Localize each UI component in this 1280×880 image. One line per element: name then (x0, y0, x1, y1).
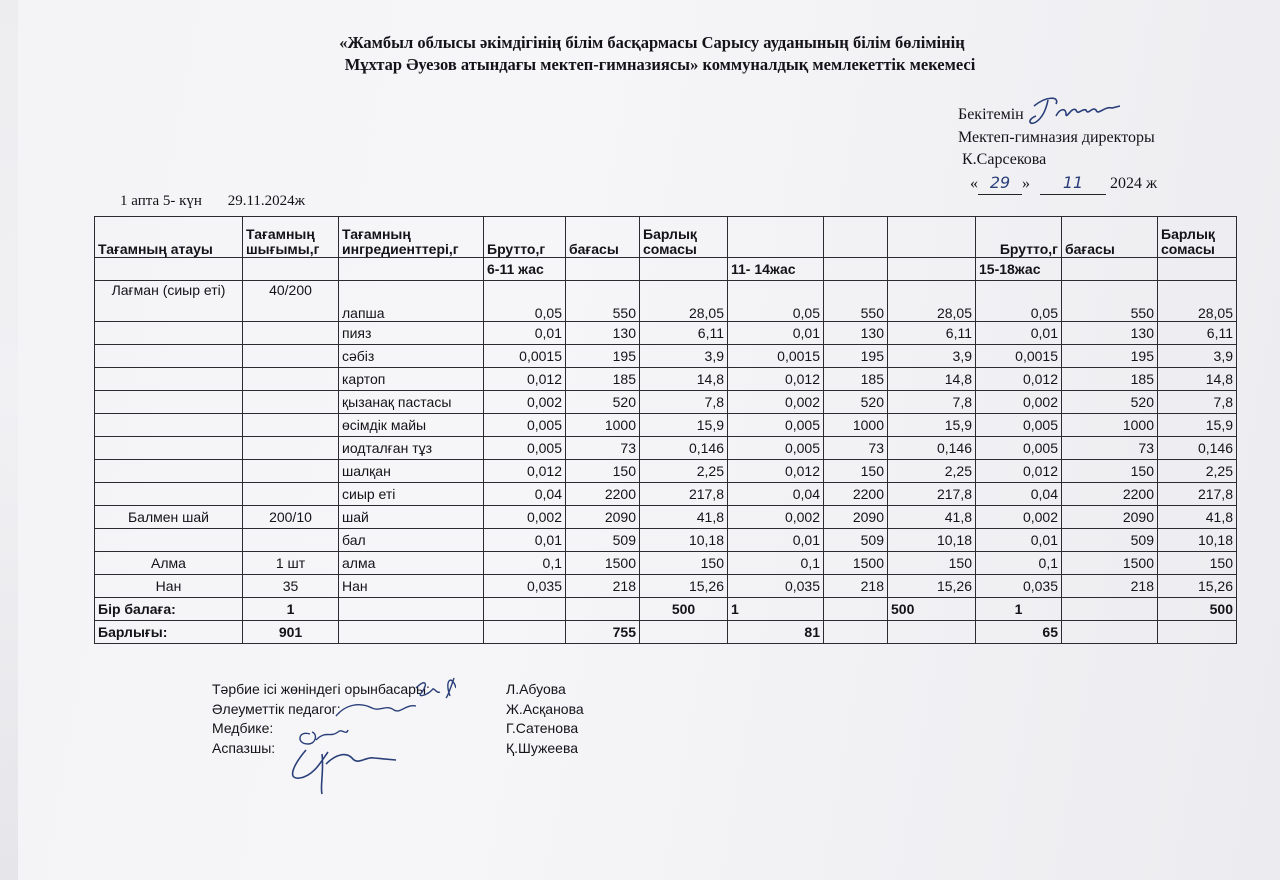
cell-ing: алма (339, 552, 484, 575)
cell-p3: 150 (1062, 460, 1158, 483)
cell-dish (95, 437, 243, 460)
cell-p1: 218 (566, 575, 640, 598)
cell-b3: 0,05 (976, 281, 1062, 322)
cell-s1: 15,26 (640, 575, 728, 598)
cell-p3: 185 (1062, 368, 1158, 391)
cell-p3: 1000 (1062, 414, 1158, 437)
table-row (95, 506, 1237, 529)
cell-b3: 0,005 (976, 414, 1062, 437)
approval-date: « 29 » 11 2024 ж (958, 172, 1157, 196)
cell-b2: 0,002 (728, 506, 824, 529)
cell-dish: Нан (95, 575, 243, 598)
col-header: бағасы (1062, 217, 1158, 258)
table-row (95, 437, 1237, 460)
cell-b2: 0,012 (728, 460, 824, 483)
cell-s1: 217,8 (640, 483, 728, 506)
cell-p2: 185 (824, 368, 888, 391)
cell-s2: 7,8 (888, 391, 976, 414)
cell-yield: 35 (243, 575, 339, 598)
cell-b2: 0,012 (728, 368, 824, 391)
age-group-label: 11- 14жас (728, 258, 824, 281)
cell-b2: 0,1 (728, 552, 824, 575)
approval-month: 11 (1040, 172, 1106, 196)
cell-b3: 0,0015 (976, 345, 1062, 368)
cell-s1: 28,05 (640, 281, 728, 322)
cell-s3: 6,11 (1158, 322, 1237, 345)
cell-ing: қызанақ пастасы (339, 391, 484, 414)
cell-p2: 130 (824, 322, 888, 345)
cell-s2: 6,11 (888, 322, 976, 345)
cell-ing: сәбіз (339, 345, 484, 368)
table-row (95, 460, 1237, 483)
col-header: Брутто,г (484, 217, 566, 258)
signature-role: Әлеуметтік педагог: (212, 700, 341, 717)
cell-s3: 2,25 (1158, 460, 1237, 483)
cell-b3: 0,012 (976, 460, 1062, 483)
cell-b1: 0,005 (484, 414, 566, 437)
table-row (95, 575, 1237, 598)
per-child-row: Бір балаға: 1 500 1 500 1 500 (95, 598, 1237, 621)
cell-s2: 3,9 (888, 345, 976, 368)
age-group-label: 15-18жас (976, 258, 1062, 281)
cell-s3: 15,26 (1158, 575, 1237, 598)
cell-b1: 0,002 (484, 506, 566, 529)
cell-b2: 0,005 (728, 414, 824, 437)
cell-b1: 0,035 (484, 575, 566, 598)
cell-dish (95, 368, 243, 391)
cell-p2: 520 (824, 391, 888, 414)
cell-s1: 0,146 (640, 437, 728, 460)
cell-ing: өсімдік майы (339, 414, 484, 437)
col-header: бағасы (566, 217, 640, 258)
cell-yield (243, 391, 339, 414)
cell-b2: 0,005 (728, 437, 824, 460)
cell-yield: 200/10 (243, 506, 339, 529)
cell-b3: 0,012 (976, 368, 1062, 391)
cell-s2: 0,146 (888, 437, 976, 460)
cell-p2: 1500 (824, 552, 888, 575)
signature-role: Тәрбие ісі жөніндегі орынбасары: (212, 681, 430, 697)
cell-dish (95, 460, 243, 483)
cell-p3: 73 (1062, 437, 1158, 460)
table-row (95, 368, 1237, 391)
cell-b3: 0,01 (976, 322, 1062, 345)
cell-p1: 550 (566, 281, 640, 322)
cell-b3: 0,1 (976, 552, 1062, 575)
cell-p2: 550 (824, 281, 888, 322)
col-header: Брутто,г (976, 217, 1062, 258)
signature-role: Аспазшы: (212, 739, 276, 756)
cell-p3: 1500 (1062, 552, 1158, 575)
cell-dish (95, 414, 243, 437)
cell-b3: 0,005 (976, 437, 1062, 460)
cell-p2: 509 (824, 529, 888, 552)
cell-s1: 6,11 (640, 322, 728, 345)
table-row (95, 414, 1237, 437)
signature-name: Г.Сатенова (506, 720, 579, 736)
cell-b1: 0,0015 (484, 345, 566, 368)
cell-p3: 550 (1062, 281, 1158, 322)
cell-b2: 0,035 (728, 575, 824, 598)
col-header: Тағамның ингредиенттері,г (339, 217, 484, 258)
cell-s3: 7,8 (1158, 391, 1237, 414)
cell-s1: 2,25 (640, 460, 728, 483)
cell-s1: 10,18 (640, 529, 728, 552)
cell-p2: 150 (824, 460, 888, 483)
total-row: Барлығы: 901 755 81 65 (95, 621, 1237, 644)
cell-s1: 14,8 (640, 368, 728, 391)
cell-dish: Балмен шай (95, 506, 243, 529)
cell-dish (95, 483, 243, 506)
cell-dish (95, 391, 243, 414)
signature-row (212, 680, 632, 700)
cell-dish (95, 529, 243, 552)
cell-p3: 2200 (1062, 483, 1158, 506)
cell-ing: пияз (339, 322, 484, 345)
cell-p2: 2200 (824, 483, 888, 506)
cell-s2: 217,8 (888, 483, 976, 506)
cell-s3: 3,9 (1158, 345, 1237, 368)
cell-s3: 14,8 (1158, 368, 1237, 391)
cell-s3: 28,05 (1158, 281, 1237, 322)
cell-yield: 1 шт (243, 552, 339, 575)
director-name: К.Сарсекова (962, 151, 1047, 168)
cell-b2: 0,05 (728, 281, 824, 322)
cell-b1: 0,05 (484, 281, 566, 322)
cell-b1: 0,01 (484, 529, 566, 552)
cell-yield (243, 437, 339, 460)
cell-p1: 1000 (566, 414, 640, 437)
cell-s1: 15,9 (640, 414, 728, 437)
header-line-2: Мұхтар Әуезов атындағы мектеп-гимназиясы» коммуналдық мемлекеттік мекемесі (344, 55, 976, 74)
cell-s3: 0,146 (1158, 437, 1237, 460)
signature-row (212, 700, 632, 720)
approval-year: 2024 ж (1110, 174, 1158, 192)
cell-yield (243, 414, 339, 437)
cell-p2: 2090 (824, 506, 888, 529)
cell-s1: 3,9 (640, 345, 728, 368)
header-line-1: «Жамбыл облысы әкімдігінің білім басқармасы Сарысу ауданының білім бөлімінің (339, 33, 965, 52)
day-info (120, 193, 305, 210)
cell-ing: картоп (339, 368, 484, 391)
cell-b2: 0,01 (728, 529, 824, 552)
table-row (95, 483, 1237, 506)
cell-ing: шай (339, 506, 484, 529)
col-header (824, 217, 888, 258)
col-header: Тағамның шығымы,г (243, 217, 339, 258)
cell-s3: 150 (1158, 552, 1237, 575)
cell-p1: 2200 (566, 483, 640, 506)
signature-role: Медбике: (212, 720, 274, 736)
approval-block (958, 104, 1157, 195)
cell-yield (243, 529, 339, 552)
cell-p1: 195 (566, 345, 640, 368)
cell-s2: 28,05 (888, 281, 976, 322)
cell-b1: 0,005 (484, 437, 566, 460)
cell-dish (95, 322, 243, 345)
cell-b2: 0,01 (728, 322, 824, 345)
cell-s2: 150 (888, 552, 976, 575)
cell-b2: 0,04 (728, 483, 824, 506)
menu-date: 29.11.2024ж (227, 193, 306, 209)
col-header: Барлық сомасы (1158, 217, 1237, 258)
cell-b1: 0,012 (484, 368, 566, 391)
week-day-label: 1 апта 5- күн (120, 193, 202, 209)
cell-yield (243, 368, 339, 391)
cell-b3: 0,01 (976, 529, 1062, 552)
cell-b1: 0,04 (484, 483, 566, 506)
table-row (95, 552, 1237, 575)
col-header: Барлық сомасы (640, 217, 728, 258)
cell-yield: 40/200 (243, 281, 339, 322)
col-header: Тағамның атауы (95, 217, 243, 258)
cell-ing: сиыр еті (339, 483, 484, 506)
cell-p1: 185 (566, 368, 640, 391)
approve-label: Бекітемін (958, 106, 1024, 123)
table-row (95, 322, 1237, 345)
menu-table (94, 216, 1237, 644)
age-group-label: 6-11 жас (484, 258, 566, 281)
cell-p2: 218 (824, 575, 888, 598)
cell-s2: 41,8 (888, 506, 976, 529)
signature-name: Л.Абуова (506, 681, 566, 697)
table-row (95, 391, 1237, 414)
cell-b1: 0,1 (484, 552, 566, 575)
cell-s1: 41,8 (640, 506, 728, 529)
total-label: Барлығы: (95, 621, 243, 644)
cell-p3: 195 (1062, 345, 1158, 368)
cell-p1: 150 (566, 460, 640, 483)
signature-name: Қ.Шужеева (506, 739, 579, 756)
cell-s3: 10,18 (1158, 529, 1237, 552)
cell-p2: 1000 (824, 414, 888, 437)
signatures-block (212, 680, 632, 758)
cell-ing: Нан (339, 575, 484, 598)
cell-s2: 14,8 (888, 368, 976, 391)
cell-p3: 2090 (1062, 506, 1158, 529)
cell-b3: 0,035 (976, 575, 1062, 598)
signature-row (212, 739, 632, 759)
cell-p1: 520 (566, 391, 640, 414)
table-row (95, 345, 1237, 368)
cell-s2: 15,26 (888, 575, 976, 598)
cell-yield (243, 460, 339, 483)
age-group-row (95, 258, 1237, 281)
col-header (888, 217, 976, 258)
col-header (728, 217, 824, 258)
director-position: Мектеп-гимназия директоры (958, 128, 1155, 146)
cell-p3: 509 (1062, 529, 1158, 552)
table-header-row (95, 217, 1237, 258)
cell-b1: 0,012 (484, 460, 566, 483)
cell-p2: 195 (824, 345, 888, 368)
cell-p1: 1500 (566, 552, 640, 575)
cell-ing: бал (339, 529, 484, 552)
table-row (95, 281, 1237, 322)
cell-s3: 217,8 (1158, 483, 1237, 506)
cell-s1: 150 (640, 552, 728, 575)
cell-b3: 0,002 (976, 506, 1062, 529)
cell-p1: 509 (566, 529, 640, 552)
cell-yield (243, 322, 339, 345)
cell-p1: 130 (566, 322, 640, 345)
cell-yield (243, 483, 339, 506)
cell-s2: 2,25 (888, 460, 976, 483)
cell-dish: Алма (95, 552, 243, 575)
cell-s1: 7,8 (640, 391, 728, 414)
cell-ing: шалқан (339, 460, 484, 483)
per-child-label: Бір балаға: (95, 598, 243, 621)
cell-s3: 15,9 (1158, 414, 1237, 437)
cell-p1: 2090 (566, 506, 640, 529)
cell-p3: 218 (1062, 575, 1158, 598)
cell-s2: 15,9 (888, 414, 976, 437)
cell-b1: 0,01 (484, 322, 566, 345)
cell-p1: 73 (566, 437, 640, 460)
cell-p2: 73 (824, 437, 888, 460)
cell-p3: 520 (1062, 391, 1158, 414)
cell-b2: 0,0015 (728, 345, 824, 368)
cell-b1: 0,002 (484, 391, 566, 414)
signature-row (212, 719, 632, 739)
cell-ing: лапша (339, 281, 484, 322)
cell-dish: Лағман (сиыр еті) (95, 281, 243, 322)
cell-ing: иодталған тұз (339, 437, 484, 460)
table-row (95, 529, 1237, 552)
cell-dish (95, 345, 243, 368)
cell-s2: 10,18 (888, 529, 976, 552)
cell-p3: 130 (1062, 322, 1158, 345)
cell-b2: 0,002 (728, 391, 824, 414)
approval-day: 29 (978, 172, 1022, 196)
cell-b3: 0,04 (976, 483, 1062, 506)
cell-yield (243, 345, 339, 368)
signature-name: Ж.Асқанова (506, 700, 584, 717)
cell-b3: 0,002 (976, 391, 1062, 414)
cell-s3: 41,8 (1158, 506, 1237, 529)
